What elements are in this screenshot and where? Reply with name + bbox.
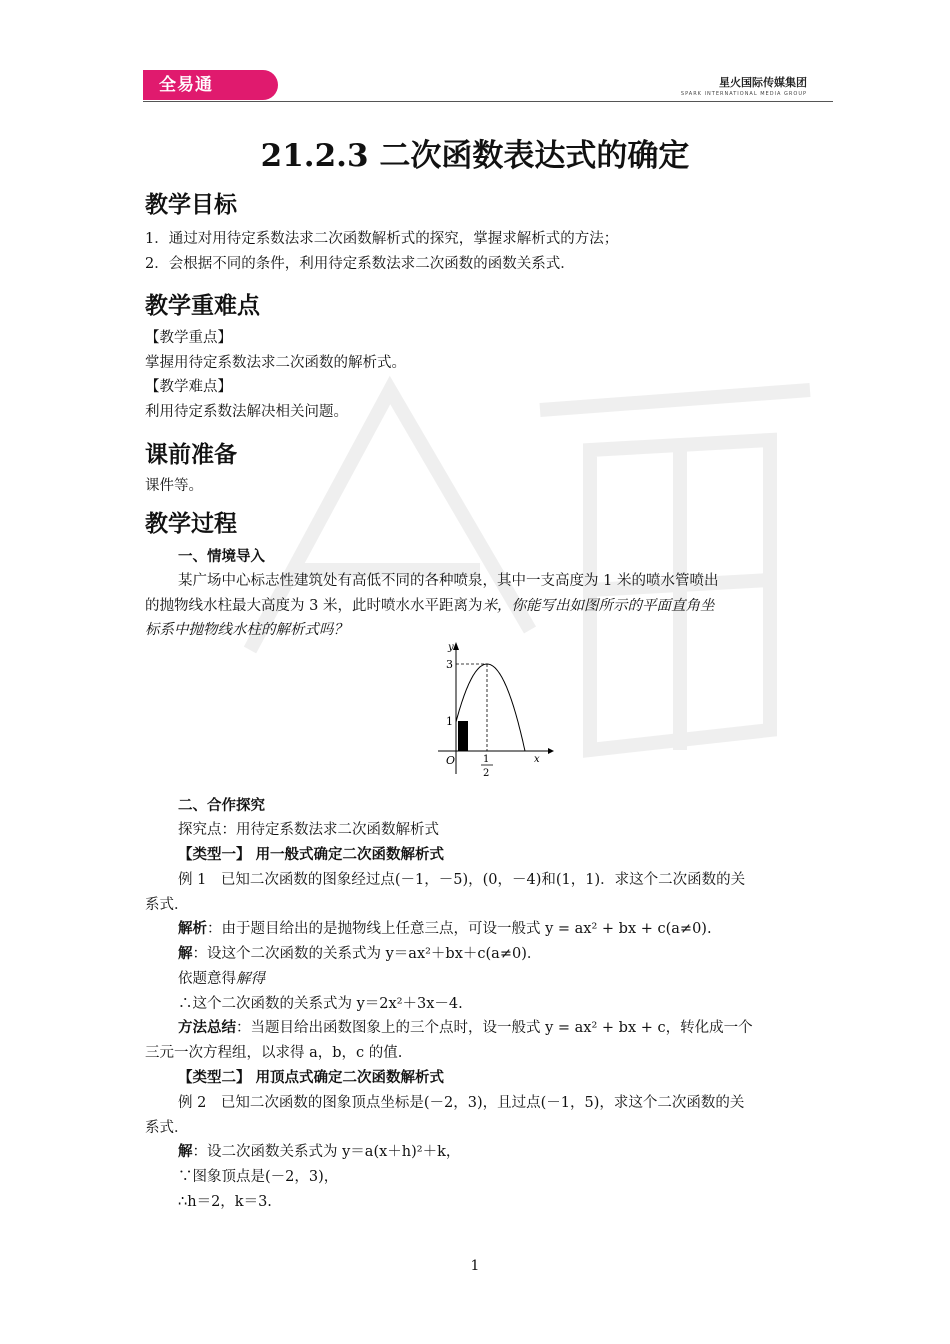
- x-axis-label: x: [534, 754, 540, 765]
- y-axis-arrow: [453, 642, 459, 650]
- solution1-line2-italic: 解得: [236, 971, 265, 987]
- difficulty-text: 利用待定系数法解决相关问题。: [145, 404, 348, 420]
- publisher-brand: [681, 74, 807, 97]
- prep-text: 课件等。: [145, 478, 203, 494]
- focus-text: 掌握用待定系数法求二次函数的解析式。: [145, 355, 406, 371]
- goal-2: 2．会根据不同的条件，利用待定系数法求二次函数的函数关系式．: [145, 256, 575, 272]
- part1-para-b-text: 的抛物线水柱最大高度为 3 米，此时喷水水平距离为: [145, 598, 483, 614]
- analysis-text: ：由于题目给出的是抛物线上任意三点，可设一般式 y = ax² + bx + c(a≠0).: [207, 921, 712, 937]
- type2-label: 【类型二】: [178, 1070, 251, 1086]
- section-process: 教学过程: [145, 511, 237, 537]
- solution1-text: ：设这个二次函数的关系式为 y＝ax²＋bx＋c(a≠0)．: [192, 946, 542, 962]
- solution1-line2: [145, 967, 810, 991]
- page-title: 21.2.3 二次函数表达式的确定: [260, 138, 690, 174]
- tick-label-3: 3: [446, 658, 453, 671]
- tick-label-1: 1: [446, 715, 453, 728]
- example1-line-b: 系式．: [145, 897, 189, 913]
- fraction-numerator: 1: [483, 754, 490, 765]
- type2-heading: [145, 1066, 810, 1090]
- analysis-label: 解析: [178, 921, 207, 937]
- example2-line-a: 例 2 已知二次函数的图象顶点坐标是(－2，3)，且过点(－1，5)，求这个二次函数的关: [178, 1095, 745, 1111]
- part1-para-c-italic: 标系中抛物线水柱的解析式吗？: [145, 622, 348, 638]
- solution1-line2-text: 依题意得: [178, 971, 236, 987]
- part1-para-b-italic: 米，你能写出如图所示的平面直角坐: [482, 598, 715, 614]
- y-axis-label: y: [448, 642, 454, 653]
- type2-title: 用顶点式确定二次函数解析式: [255, 1070, 445, 1086]
- parabola-figure: [430, 636, 560, 786]
- method-label: 方法总结: [178, 1020, 236, 1036]
- focus-label: 【教学重点】: [145, 330, 232, 346]
- explore-point: 探究点：用待定系数法求二次函数解析式: [178, 822, 439, 838]
- publisher-name: 星火国际传媒集团: [719, 76, 807, 89]
- method-summary: [145, 1016, 810, 1040]
- x-axis-arrow: [548, 748, 554, 754]
- goal-1: 1．通过对用待定系数法求二次函数解析式的探究，掌握求解析式的方法；: [145, 231, 619, 247]
- part1-para-a: 某广场中心标志性建筑处有高低不同的各种喷泉，其中一支高度为 1 米的喷水管喷出: [178, 573, 719, 589]
- section-goals: 教学目标: [145, 192, 237, 218]
- part2-heading: 二、合作探究: [178, 798, 265, 814]
- page-number: 1: [470, 1258, 480, 1274]
- type1-label: 【类型一】: [178, 847, 251, 863]
- header-divider: [143, 101, 833, 102]
- method-summary-b: 三元一次方程组，以求得 a，b，c 的值.: [145, 1045, 403, 1061]
- section-prep: 课前准备: [145, 442, 237, 468]
- origin-label: O: [446, 754, 456, 767]
- publisher-name-en: SPARK INTERNATIONAL MEDIA GROUP: [680, 91, 807, 97]
- fraction-denominator: 2: [483, 768, 490, 779]
- solution2-text: ：设二次函数关系式为 y＝a(x＋h)²＋k，: [192, 1144, 461, 1160]
- solution1-label: 解: [178, 946, 193, 962]
- part1-para-b: [145, 594, 810, 618]
- solution2-label: 解: [178, 1144, 193, 1160]
- solution1-line1: [145, 942, 810, 966]
- solution1-line3: ∴这个二次函数的关系式为 y＝2x²＋3x－4.: [178, 996, 463, 1012]
- type1-heading: [145, 843, 810, 867]
- example2-line-b: 系式．: [145, 1120, 189, 1136]
- difficulty-label: 【教学难点】: [145, 379, 232, 395]
- analysis: [145, 917, 810, 941]
- section-key: 教学重难点: [145, 293, 260, 319]
- example1-line-a: 例 1 已知二次函数的图象经过点(－1，－5)，(0，－4)和(1，1)．求这个二次函数的关: [178, 872, 746, 888]
- water-pipe: [458, 721, 468, 751]
- part1-heading: 一、情境导入: [178, 549, 265, 565]
- method-text: ：当题目给出函数图象上的三个点时，设一般式 y = ax² + bx + c，转化成一个: [236, 1020, 753, 1036]
- type1-title: 用一般式确定二次函数解析式: [255, 847, 445, 863]
- solution2-line3: ∴h＝2，k＝3.: [178, 1194, 272, 1210]
- solution2-line1: [145, 1140, 810, 1164]
- brand-logo: 全易通: [143, 70, 278, 100]
- solution2-line2: ∵图象顶点是(－2，3)，: [178, 1169, 339, 1185]
